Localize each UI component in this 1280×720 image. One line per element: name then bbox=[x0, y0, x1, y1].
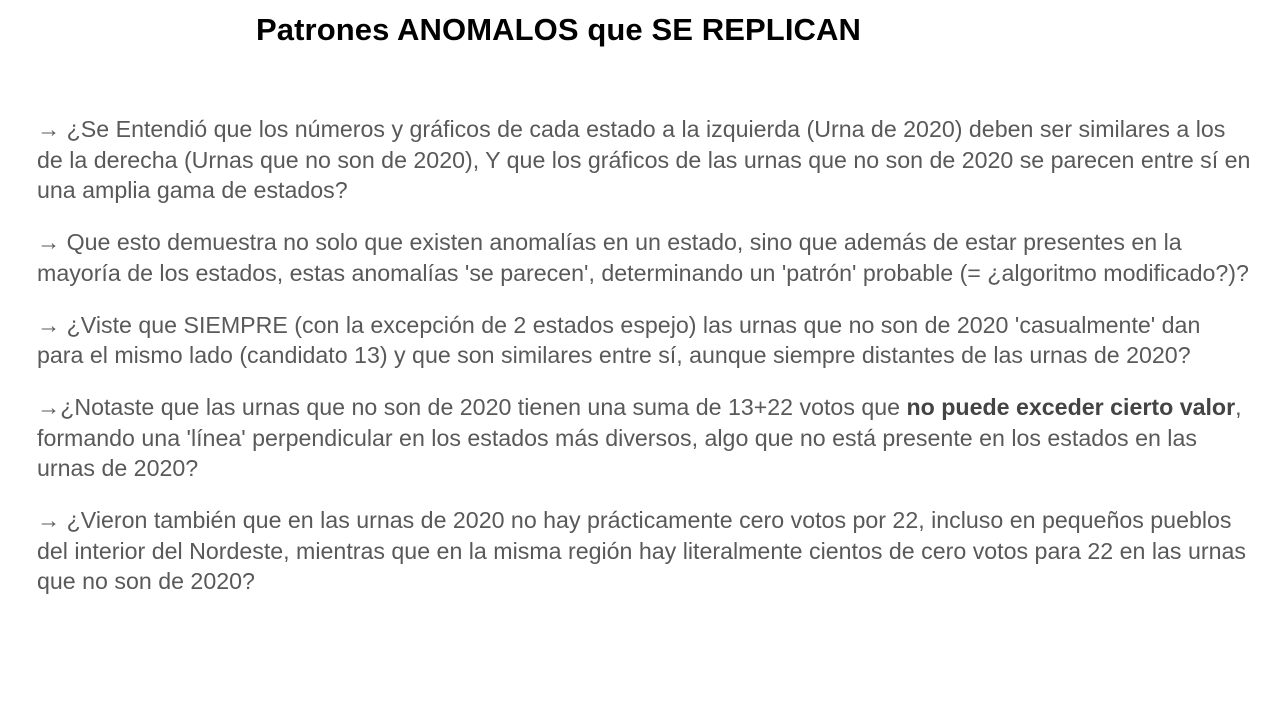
paragraph-2: → Que esto demuestra no solo que existen anomalías en un estado, sino que además de estar presentes en la mayoría de los estados, estas anomalías 'se parecen', determinando un 'patrón' probable (= ¿algoritmo modificado?)? bbox=[37, 229, 1249, 286]
slide-title: Patrones ANOMALOS que SE REPLICAN bbox=[256, 12, 861, 47]
paragraph-1: → ¿Se Entendió que los números y gráficos de cada estado a la izquierda (Urna de 2020) deben ser similares a los de la derecha (Urnas que no son de 2020), Y que los gráficos de las urnas que no son de 2020 se parecen entre sí en una amplia gama de estados? bbox=[37, 116, 1251, 203]
slide-body bbox=[37, 114, 1252, 618]
paragraph-4 bbox=[37, 392, 1252, 484]
paragraph-3: → ¿Viste que SIEMPRE (con la excepción de 2 estados espejo) las urnas que no son de 2020 'casualmente' dan para el mismo lado (candidato 13) y que son similares entre sí, aunque siempre distantes de las urnas de 2020? bbox=[37, 311, 1201, 368]
paragraph-4-text-before: →¿Notaste que las urnas que no son de 2020 tienen una suma de 13+22 votos que bbox=[37, 394, 907, 420]
paragraph-4-text-after: , formando una 'línea' perpendicular en los estados más diversos, algo que no está presente en los estados en las urnas de 2020? bbox=[37, 394, 1242, 481]
paragraph-5: → ¿Vieron también que en las urnas de 2020 no hay prácticamente cero votos por 22, incluso en pequeños pueblos del interior del Nordeste, mientras que en la misma región hay literalmente cientos de cero votos para 22 en las urnas que no son de 2020? bbox=[37, 507, 1246, 594]
paragraph-4-bold-text: no puede exceder cierto valor bbox=[906, 394, 1236, 420]
